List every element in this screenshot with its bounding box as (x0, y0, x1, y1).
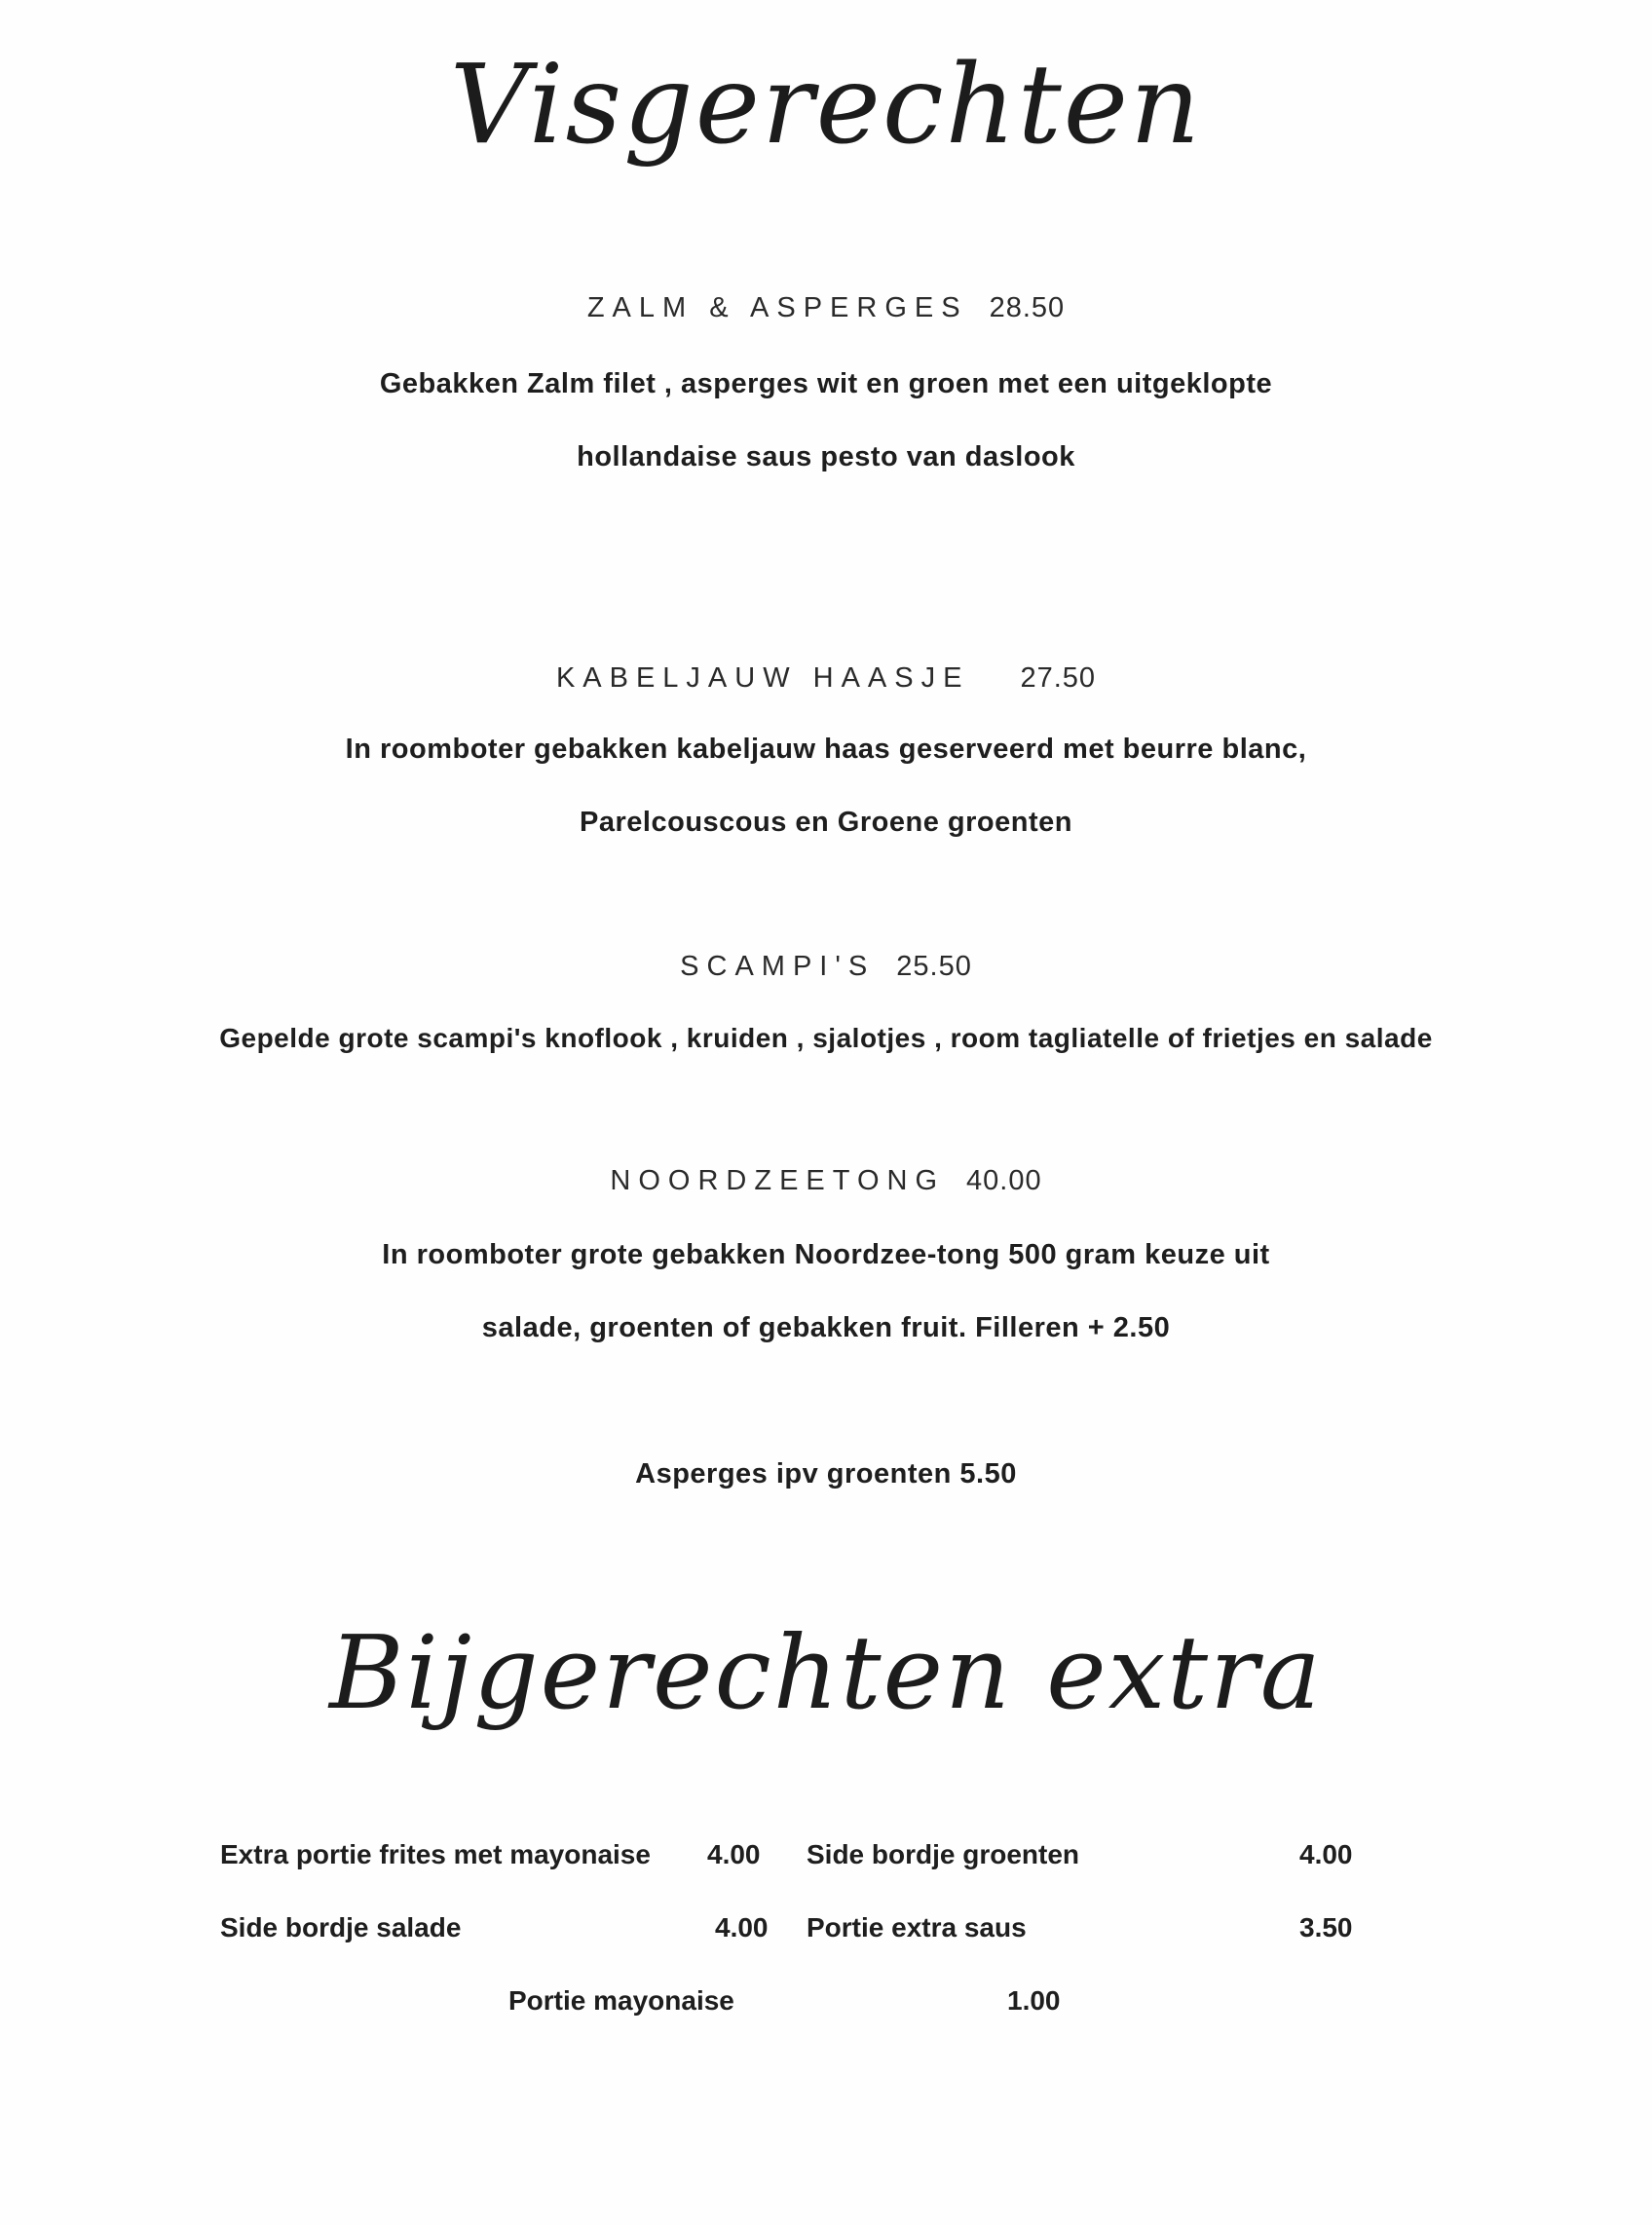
dish-description-line: hollandaise saus pesto van daslook (577, 441, 1075, 472)
extra-label: Side bordje salade (220, 1912, 462, 1942)
dish-description-line: In roomboter grote gebakken Noordzee-tong 500 gram keuze uit (382, 1239, 1270, 1270)
dish-price: 25.50 (896, 951, 972, 982)
dish-name: KABELJAUW HAASJE (555, 662, 970, 694)
extras-row (0, 1985, 1652, 2024)
dish-description-line: Gepelde grote scampi's knoflook , kruiden , sjalotjes , room tagliatelle of frietjes en salade (219, 1023, 1433, 1053)
dish-description-line: In roomboter gebakken kabeljauw haas geserveerd met beurre blanc, (345, 734, 1307, 765)
dish-name: SCAMPI'S (680, 951, 876, 982)
extra-price: 4.00 (1299, 1839, 1353, 1869)
extra-label: Extra portie frites met mayonaise (220, 1839, 651, 1869)
extra-price: 4.00 (715, 1912, 769, 1942)
extra-price: 3.50 (1299, 1912, 1353, 1942)
dish-description-line: salade, groenten of gebakken fruit. Filleren + 2.50 (481, 1312, 1171, 1343)
extras-row (0, 1839, 1652, 1878)
section-title-bijgerechten: Bijgerechten extra (329, 1613, 1323, 1732)
dish-description-line: Parelcouscous en Groene groenten (580, 807, 1072, 838)
dish-title-scampis (0, 951, 1652, 983)
dish-title-zalm (0, 292, 1652, 324)
dish-title-kabeljauw (0, 662, 1652, 695)
extra-price: 1.00 (1007, 1985, 1061, 2016)
extra-label: Portie mayonaise (508, 1985, 734, 2016)
dish-name: ZALM & ASPERGES (586, 292, 968, 323)
dish-title-noordzeetong (0, 1165, 1652, 1197)
extras-row (0, 1912, 1652, 1951)
extra-label: Portie extra saus (807, 1912, 1027, 1942)
dish-description-line: Gebakken Zalm filet , asperges wit en groen met een uitgeklopte (379, 368, 1273, 399)
dish-name: NOORDZEETONG (610, 1165, 945, 1196)
extra-price: 4.00 (707, 1839, 761, 1869)
dish-price: 28.50 (989, 292, 1066, 323)
extra-label: Side bordje groenten (807, 1839, 1080, 1869)
dish-price: 27.50 (1020, 662, 1097, 694)
section-title-visgerechten: Visgerechten (449, 42, 1203, 169)
dish-price: 40.00 (966, 1165, 1042, 1196)
asperges-note: Asperges ipv groenten 5.50 (635, 1458, 1017, 1490)
